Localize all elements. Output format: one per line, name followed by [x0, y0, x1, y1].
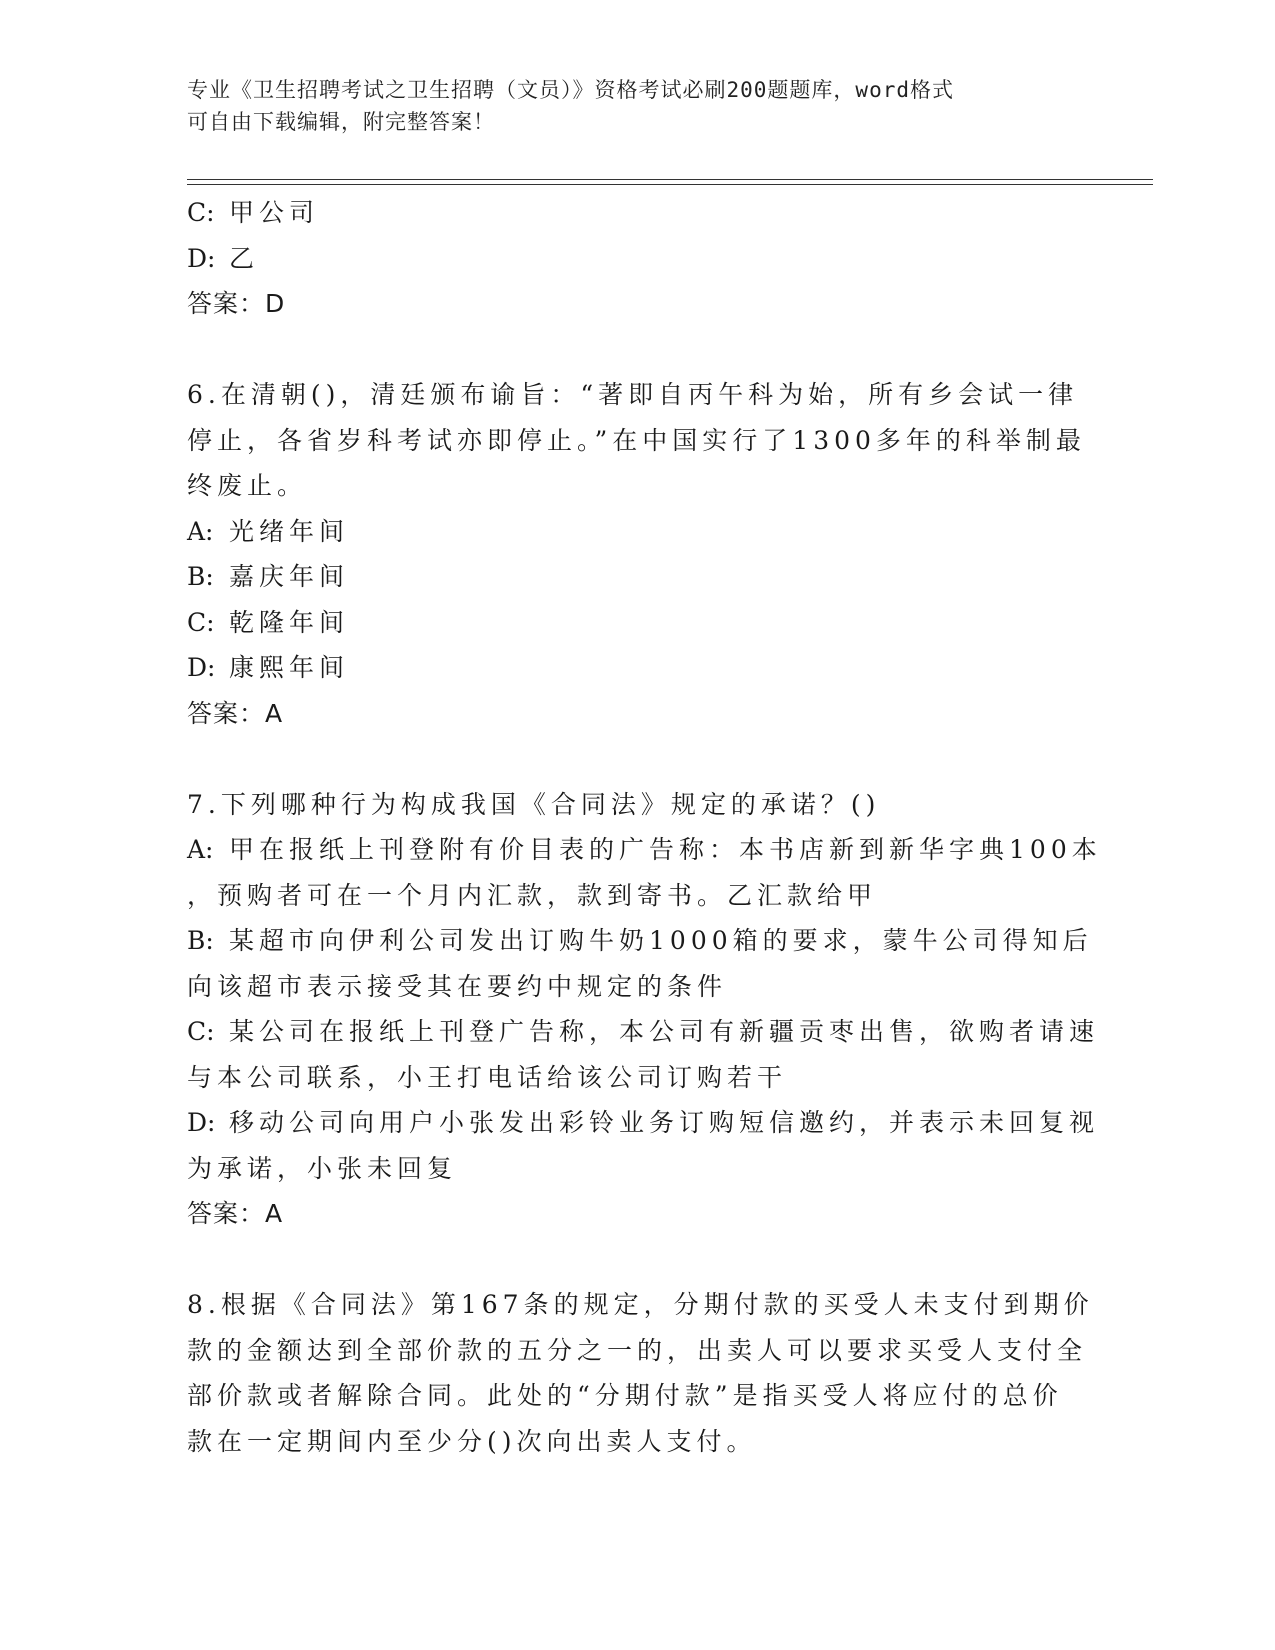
option-text: 乾隆年间 [229, 607, 350, 637]
option-letter: A: [187, 835, 214, 864]
option-letter: D: [187, 1108, 216, 1137]
option-letter: D: [187, 653, 216, 682]
option-letter: C: [187, 1017, 215, 1046]
question-text-line: ，预购者可在一个月内汇款，款到寄书。乙汇款给甲 [187, 880, 878, 910]
option-text: 某公司在报纸上刊登广告称，本公司有新疆贡枣出售，欲购者请速 [229, 1017, 1100, 1046]
option-text: 嘉庆年间 [229, 562, 350, 591]
option-text: 乙 [229, 243, 260, 273]
option-line [187, 918, 1093, 964]
answer-line: 答案：D [187, 289, 286, 318]
paragraph-gap [187, 736, 1087, 782]
option-text: 甲在报纸上刊登附有价目表的广告称：本书店新到新华字典100本 [229, 835, 1102, 864]
option-line [187, 509, 1087, 555]
paragraph-gap [187, 327, 1087, 373]
option-letter: B: [187, 926, 214, 955]
option-line [187, 645, 1087, 691]
option-letter: D: [187, 243, 216, 273]
question-text-line: 为承诺，小张未回复 [187, 1153, 458, 1183]
option-letter: C: [187, 198, 215, 227]
option-line [187, 236, 1087, 282]
option-text: 光绪年间 [229, 516, 350, 546]
option-line [187, 600, 1087, 646]
question-text-line: 部价款或者解除合同。此处的“分期付款”是指买受人将应付的总价 [187, 1381, 1063, 1410]
option-text: 某超市向伊利公司发出订购牛奶1000箱的要求，蒙牛公司得知后 [229, 926, 1093, 955]
option-letter: B: [187, 562, 214, 591]
page-header [187, 74, 1067, 138]
answer-line: 答案：A [187, 1199, 284, 1228]
question-text-line: 向该超市表示接受其在要约中规定的条件 [187, 971, 728, 1001]
option-text: 移动公司向用户小张发出彩铃业务订购短信邀约，并表示未回复视 [229, 1108, 1100, 1137]
option-letter: C: [187, 607, 215, 637]
question-text-line: 终废止。 [187, 471, 308, 500]
header-line-1: 专业《卫生招聘考试之卫生招聘（文员）》资格考试必刷200题题库，word格式 [187, 78, 954, 102]
option-line [187, 554, 1087, 600]
option-line [187, 1100, 1100, 1146]
option-letter: A: [187, 516, 214, 546]
option-line [187, 827, 1102, 873]
paragraph-gap [187, 1237, 1087, 1283]
question-text-line: 8.根据《合同法》第167条的规定，分期付款的买受人未支付到期价 [187, 1290, 1094, 1319]
question-text-line: 7.下列哪种行为构成我国《合同法》规定的承诺？() [187, 789, 881, 819]
header-divider-bottom [187, 184, 1153, 185]
question-content [187, 190, 1102, 1464]
option-text: 甲公司 [229, 198, 320, 227]
question-text-line: 6.在清朝()，清廷颁布谕旨：“著即自丙午科为始，所有乡会试一律 [187, 380, 1079, 409]
answer-line: 答案：A [187, 698, 284, 728]
question-text-line: 停止，各省岁科考试亦即停止。”在中国实行了1300多年的科举制最 [187, 425, 1086, 455]
option-line [187, 1009, 1100, 1055]
header-divider-top [187, 179, 1153, 180]
option-line [187, 190, 1087, 236]
question-text-line: 与本公司联系，小王打电话给该公司订购若干 [187, 1062, 788, 1092]
question-text-line: 款在一定期间内至少分()次向出卖人支付。 [187, 1426, 757, 1456]
option-text: 康熙年间 [229, 653, 350, 682]
question-text-line: 款的金额达到全部价款的五分之一的，出卖人可以要求买受人支付全 [187, 1335, 1088, 1365]
header-line-2: 可自由下载编辑，附完整答案！ [187, 110, 495, 134]
